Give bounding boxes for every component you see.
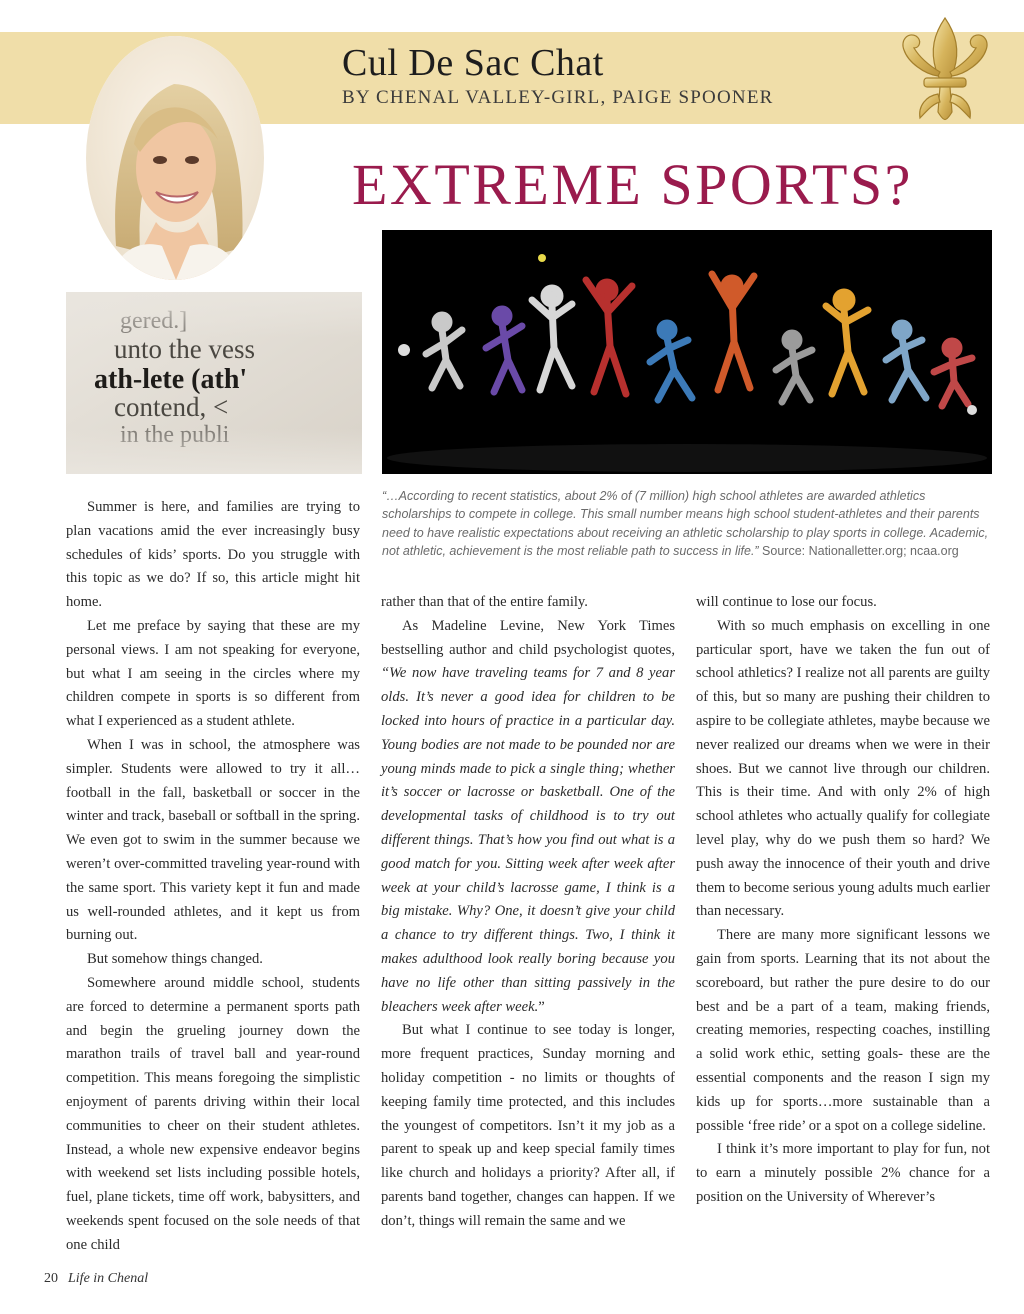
article-paragraph: But what I continue to see today is longer, more frequent practices, Sunday morning and holiday competition - no limits or thoughts of keeping family time protected, and this includes the youngest of competitors. Isn’t it my job as a parent to speak up and keep special family times like church and holidays a priority? After all, if parents band together, changes can happen. If we don’t, things will remain the same and we bbox=[381, 1022, 675, 1229]
page-number: 20 bbox=[44, 1271, 58, 1286]
levine-intro: As Madeline Levine, New York Times bestselling author and child psychologist quotes, bbox=[381, 617, 675, 658]
caption-quote: “…According to recent statistics, about 2% of (7 million) high school athletes are awarded athletics scholarships to compete in college. This small number means high school student-athletes and their parents need to have realistic expectations about receiving an athletic scholarship to play sports in college. Academic, not athletic, achievement is the most reliable path to success in life.” bbox=[382, 489, 989, 559]
article-paragraph: Let me preface by saying that these are my personal views. I am not speaking for everyone, but what I am seeing in the circles where my children compete in sports is so different from what I experienced as a student athlete. bbox=[66, 617, 360, 730]
dictionary-photo bbox=[66, 292, 362, 474]
page-footer bbox=[44, 1271, 148, 1287]
author-portrait bbox=[86, 36, 264, 280]
caption-source: Source: Nationalletter.org; ncaa.org bbox=[758, 544, 959, 559]
photo-caption bbox=[382, 487, 992, 561]
article-paragraph: When I was in school, the atmosphere was simpler. Students were allowed to try it all… football in the fall, basketball or soccer in the winter and track, baseball or softball in the spring. We even got to swim in the summer because we weren’t over-committed traveling year-round with the same sport. This variety kept it fun and made us well-rounded athletes, and it kept us from burning out. bbox=[66, 736, 360, 944]
column-title: Cul De Sac Chat bbox=[342, 42, 604, 84]
article-column-2 bbox=[381, 591, 675, 1234]
levine-quote: “We now have traveling teams for 7 and 8 year olds. It’s never a good idea for children to be locked into hours of practice in a particular day. Young bodies are not made to be pounded nor are young minds made to pick a single thing; whether it’s soccer or lacrosse or basketball. One of the developmental tasks of childhood is to try out different things. That’s how you find out what is a good match for you. Sitting week after week after week at your child’s lacrosse game, I think is a big mistake. Why? One, it doesn’t give your child a chance to try different things. Two, I think it makes adulthood look really boring because you have no life other than sitting passively in the bleachers week after week. bbox=[381, 665, 675, 1015]
fleur-de-lis-icon bbox=[880, 14, 1010, 132]
article-paragraph: Somewhere around middle school, students are forced to determine a permanent sports path and begin the grueling journey down the marathon trails of travel ball and year-round competition. This means foregoing the simplistic enjoyment of parents driving within their local communities to cheer on their student athletes. Instead, a whole new expensive endeavor begins with weekend set lists including possible hotels, fuel, plane tickets, time off work, babysitters, and weekends spent focused on the sole needs of that one child bbox=[66, 974, 360, 1253]
article-paragraph: will continue to lose our focus. bbox=[696, 594, 877, 610]
byline: BY CHENAL VALLEY-GIRL, PAIGE SPOONER bbox=[342, 87, 774, 108]
article-paragraph: I think it’s more important to play for fun, not to earn a minutely possible 2% chance for a position on the University of Wherever’s bbox=[696, 1141, 990, 1205]
article-column-3 bbox=[696, 591, 990, 1210]
article-paragraph: There are many more significant lessons we gain from sports. Learning that its not about the scoreboard, but rather the pure desire to do our best and be a part of a team, making friends, creating memories, respecting coaches, instilling a solid work ethic, setting goals- these are the essential components and the reason I sign my kids up for sports…more sustainable than a possible ‘free ride’ or a spot on a college sideline. bbox=[696, 927, 990, 1134]
levine-paragraph bbox=[381, 615, 675, 1020]
article-paragraph: With so much emphasis on excelling in one particular sport, have we taken the fun out of school athletics? I realize not all parents are guilty of this, but so many are pushing their children to aspire to be collegiate athletes, maybe because we never realized our dreams when we were in their shoes. But we cannot live through our children. This is their time. And with only 2% of high school athletes who actually qualify for collegiate level play, why do we push them so hard? We push away the innocence of their youth and drive them to become serious young adults much earlier than necessary. bbox=[696, 617, 990, 920]
magazine-name: Life in Chenal bbox=[68, 1271, 149, 1286]
sports-silhouettes-photo bbox=[382, 230, 992, 474]
levine-close: ” bbox=[538, 998, 545, 1015]
article-paragraph: But somehow things changed. bbox=[87, 951, 263, 968]
article-column-1 bbox=[66, 496, 360, 1258]
headline: EXTREME SPORTS? bbox=[352, 152, 913, 217]
article-paragraph: rather than that of the entire family. bbox=[381, 594, 588, 610]
article-paragraph: Summer is here, and families are trying to plan vacations amid the ever increasingly busy schedules of kids’ sports. Do you struggle with this topic as we do? If so, this article might hit home. bbox=[66, 499, 360, 611]
